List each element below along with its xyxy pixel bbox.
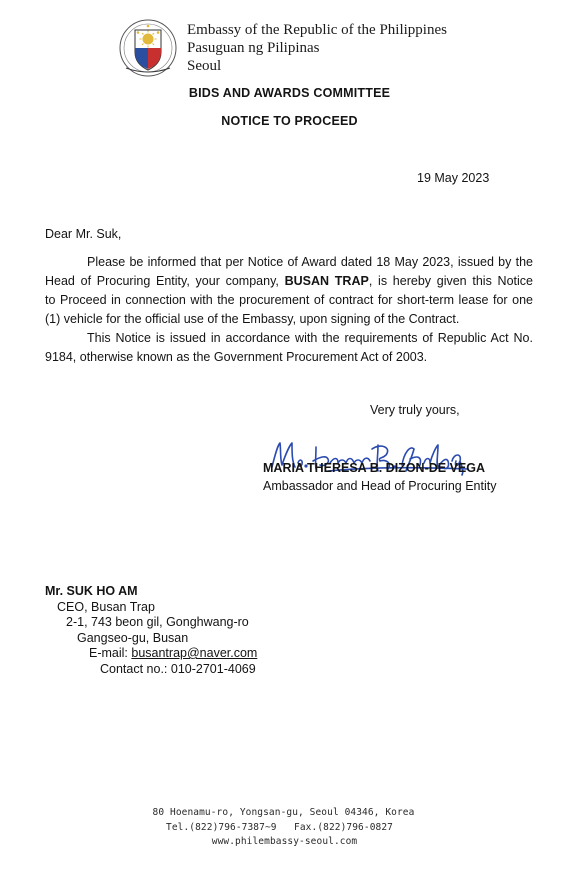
paragraph-line bbox=[45, 272, 533, 291]
letter-date: 19 May 2023 bbox=[417, 171, 490, 185]
embassy-name: Embassy of the Republic of the Philippines bbox=[187, 22, 447, 38]
committee-heading: BIDS AND AWARDS COMMITTEE bbox=[188, 86, 391, 100]
paragraph-line: Please be informed that per Notice of Award dated 18 May 2023, issued by the bbox=[87, 255, 533, 269]
document-title: NOTICE TO PROCEED bbox=[221, 114, 358, 128]
addressee-district: Gangseo-gu, Busan bbox=[77, 631, 189, 645]
paragraph-legal-basis bbox=[45, 329, 533, 367]
paragraph-text: Head of Procuring Entity, your company, bbox=[45, 274, 285, 288]
paragraph-text: , is hereby given this Notice bbox=[368, 274, 533, 288]
addressee-position: CEO, Busan Trap bbox=[57, 600, 155, 614]
paragraph-line: to Proceed in connection with the procurement of contract for short-term lease for one bbox=[45, 293, 533, 307]
salutation: Dear Mr. Suk, bbox=[45, 227, 122, 241]
paragraph-line: (1) vehicle for the official use of the Embassy, upon signing of the Contract. bbox=[45, 312, 460, 326]
philippine-seal-icon bbox=[118, 18, 178, 78]
signatory-title: Ambassador and Head of Procuring Entity bbox=[263, 479, 497, 493]
footer-website[interactable]: www.philembassy-seoul.com bbox=[211, 836, 358, 847]
signatory-name: MARIA THERESA B. DIZON-DE VEGA bbox=[263, 461, 485, 475]
embassy-name-filipino: Pasuguan ng Pilipinas bbox=[187, 40, 320, 56]
paragraph-award bbox=[45, 253, 533, 329]
addressee-street: 2-1, 743 beon gil, Gonghwang-ro bbox=[66, 615, 249, 629]
embassy-city: Seoul bbox=[187, 58, 222, 74]
footer-phones: Tel.(822)796-7387~9 Fax.(822)796-0827 bbox=[166, 822, 393, 833]
paragraph-line: 9184, otherwise known as the Government Procurement Act of 2003. bbox=[45, 350, 428, 364]
addressee-contact: Contact no.: 010-2701-4069 bbox=[100, 662, 256, 676]
paragraph-line: This Notice is issued in accordance with the requirements of Republic Act No. bbox=[87, 331, 533, 345]
email-label: E-mail: bbox=[89, 646, 132, 660]
company-name: BUSAN TRAP bbox=[284, 274, 369, 288]
footer-address: 80 Hoenamu-ro, Yongsan-gu, Seoul 04346, Korea bbox=[152, 807, 415, 818]
addressee-email-line bbox=[89, 645, 257, 662]
email-link[interactable]: busantrap@naver.com bbox=[131, 646, 258, 660]
closing: Very truly yours, bbox=[370, 403, 460, 417]
addressee-name: Mr. SUK HO AM bbox=[45, 584, 138, 598]
